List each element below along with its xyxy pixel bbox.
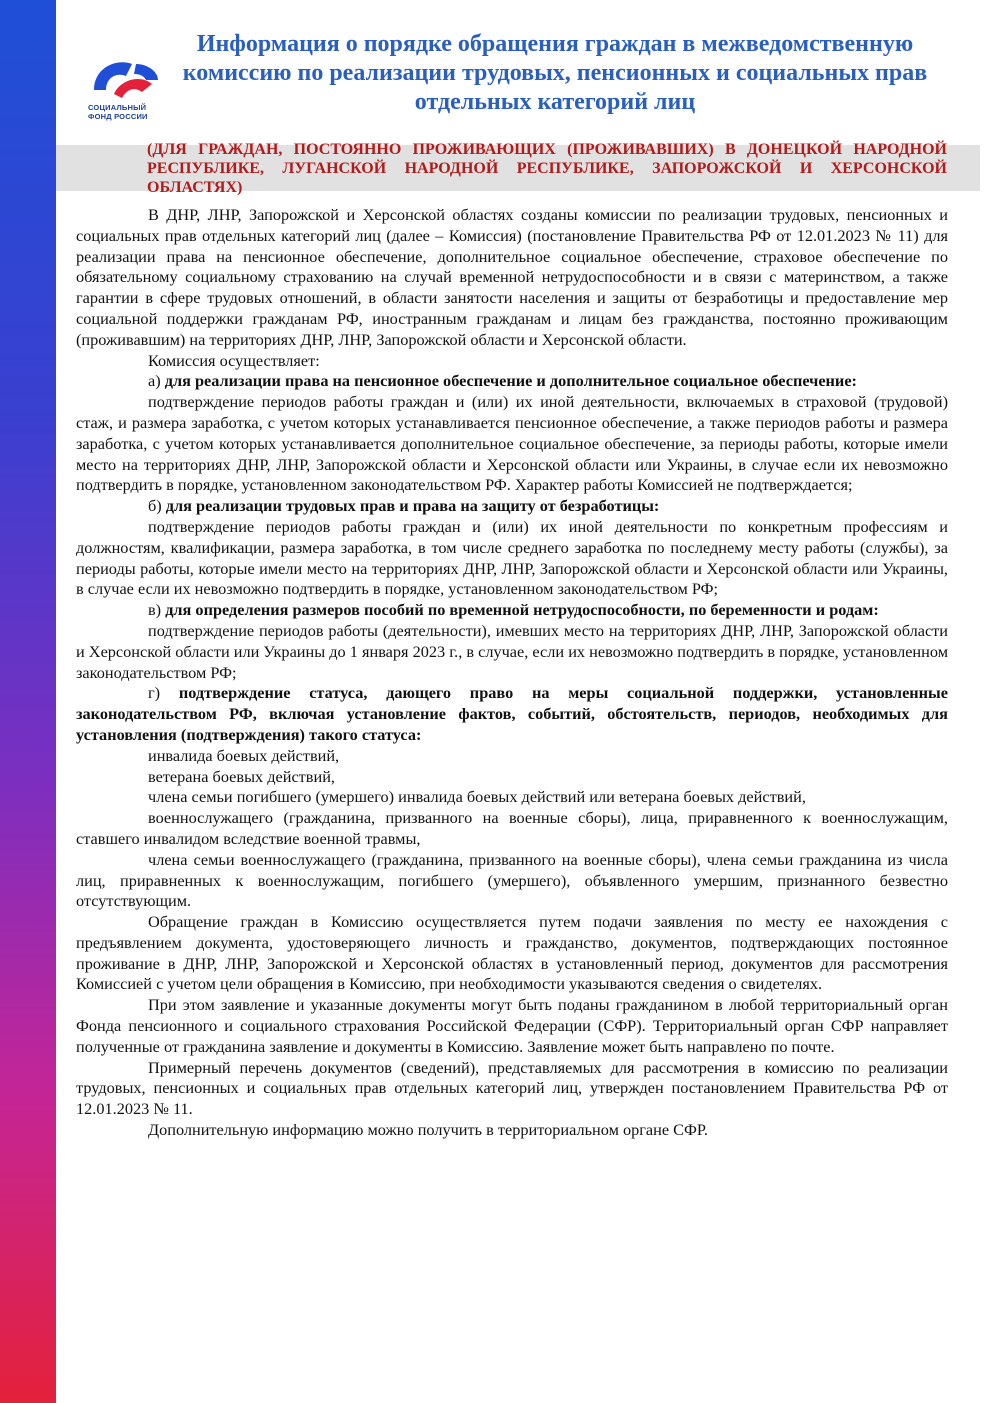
section-v-text: подтверждение периодов работы (деятельности), имевших место на территориях ДНР, ЛНР, Запорожской области и Херсонской области или Украины до 1 января 2023 г., в случае, если их невозможно подтвердить в порядке, установленном законодательством РФ; [76,620,948,682]
intro-paragraph: В ДНР, ЛНР, Запорожской и Херсонской областях созданы комиссии по реализации трудовых, пенсионных и социальных прав отдельных категорий лиц (далее – Комиссия) (постановление Правительства РФ от 12.01.2023 № 11) для реализации права на пенсионное обеспечение, дополнительное социальное обеспечение, страховое обеспечение по обязательному социальному страхованию на случай временной нетрудоспособности и в связи с материнством, а также гарантии в сфере трудовых отношений, в области занятости населения и защиты от безработицы и предоставление мер социальной поддержки гражданам РФ, иностранным гражданам и лицам без гражданства, постоянно проживающим (проживавшим) на территориях ДНР, ЛНР, Запорожской области и Херсонской области. [76,205,948,349]
section-b-heading [76,496,948,517]
commission-does: Комиссия осуществляет: [148,350,320,370]
section-v-prefix: в) [148,600,166,620]
logo-line-1: СОЦИАЛЬНЫЙ [88,103,147,112]
list-item: инвалида боевых действий, [148,745,340,765]
section-g-title: подтверждение статуса, дающего право на меры социальной поддержки, установленные законодательством РФ, включая установление фактов, событий, обстоятельств, периодов, необходимых для установления (подтверждения) такого статуса: [76,683,948,744]
list-item: члена семьи погибшего (умершего) инвалида боевых действий или ветерана боевых действий, [148,787,806,807]
appeal-paragraph: Обращение граждан в Комиссию осуществляется путем подачи заявления по месту ее нахождения с предъявлением документа, удостоверяющего личность и гражданство, документов, подтверждающих постоянное проживание в ДНР, ЛНР, Запорожской и Херсонской областях в установленный период, документов для рассмотрения Комиссией с учетом цели обращения в Комиссию, при необходимости указываются сведения о свидетелях. [76,912,948,994]
submission-paragraph: При этом заявление и указанные документы могут быть поданы гражданином в любой территориальный орган Фонда пенсионного и социального страхования Российской Федерации (СФР). Территориальный орган СФР направляет полученные от гражданина заявление и документы в Комиссию. Заявление может быть направлено по почте. [76,995,948,1056]
section-b-prefix: б) [148,496,166,516]
section-a-heading [76,371,948,392]
logo-caption [88,103,168,121]
section-b-text: подтверждение периодов работы граждан и (или) их иной деятельности по конкретным профессиям и должностям, квалификации, размера заработка, в том числе среднего заработка по последнему месту работы (службы), за периоды работы, которые имели место на территориях ДНР, ЛНР, Запорожской области и Херсонской области или Украины, в случае если их невозможно подтвердить в порядке, установленном законодательством РФ; [76,516,948,599]
more-info-paragraph: Дополнительную информацию можно получить в территориальном органе СФР. [148,1120,708,1140]
list-item: ветерана боевых действий, [148,766,335,786]
side-gradient-bar [0,0,56,1403]
section-a-text: подтверждение периодов работы граждан и (или) их иной деятельности, включаемых в страховой (трудовой) стаж, и размера заработка, с учетом которых устанавливается пенсионное обеспечение, а также периодов работы и размера заработка, с учетом которых устанавливается дополнительное социальное обеспечение, за периоды работы, которые имели место на территориях ДНР, ЛНР, Запорожской области и Херсонской области или Украины, в случае если их невозможно подтвердить в порядке, установленном законодательством РФ. Характер работы Комиссией не подтверждается; [76,392,948,495]
list-item: члена семьи военнослужащего (гражданина, призванного на военные сборы), члена семьи гражданина из числа лиц, приравненных к военнослужащим, погибшего (умершего), объявленного умершим, признанного безвестно отсутствующим. [76,849,948,911]
section-a-title: для реализации права на пенсионное обеспечение и дополнительное социальное обеспечение: [164,371,857,391]
section-g-prefix: г) [148,683,179,703]
logo-line-2: ФОНД РОССИИ [88,112,148,121]
page-subtitle: (ДЛЯ ГРАЖДАН, ПОСТОЯННО ПРОЖИВАЮЩИХ (ПРОЖИВАВШИХ) В ДОНЕЦКОЙ НАРОДНОЙ РЕСПУБЛИКЕ, ЛУГАНСКОЙ НАРОДНОЙ РЕСПУБЛИКЕ, ЗАПОРОЖСКОЙ И ХЕРСОНСКОЙ ОБЛАСТЯХ) [147,141,947,196]
section-v-title: для определения размеров пособий по временной нетрудоспособности, по беременности и родам: [165,600,879,620]
page-title: Информация о порядке обращения граждан в межведомственную комиссию по реализации трудовых, пенсионных и социальных прав отдельных категорий лиц [182,31,928,115]
section-v-heading [76,600,948,621]
document-body [76,205,948,1141]
list-item: военнослужащего (гражданина, призванного на военные сборы), лица, приравненного к военнослужащим, ставшего инвалидом вследствие военной травмы, [76,808,948,848]
section-g-heading [76,683,948,745]
section-b-title: для реализации трудовых прав и права на защиту от безработицы: [165,496,660,516]
documents-list-paragraph: Примерный перечень документов (сведений), представляемых для рассмотрения в комиссию по реализации трудовых, пенсионных и социальных прав отдельных категорий лиц, утвержден постановлением Правительства РФ от 12.01.2023 № 11. [76,1057,948,1119]
section-a-prefix: а) [148,371,165,391]
